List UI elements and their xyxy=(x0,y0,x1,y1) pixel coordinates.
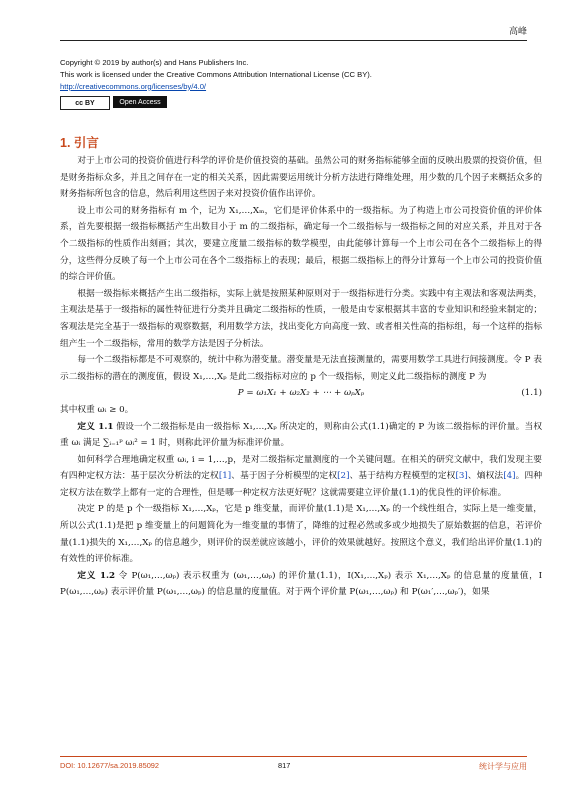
journal-name: 统计学与应用 xyxy=(479,762,527,771)
citation-link[interactable]: [1] xyxy=(218,471,232,482)
text-run: 、基于因子分析模型的定权 xyxy=(231,471,338,482)
citation-link[interactable]: [2] xyxy=(337,471,350,482)
cc-by-badge[interactable]: cc BY xyxy=(60,96,110,110)
license-statement: This work is licensed under the Creative Commons Attribution International License (CC BY). xyxy=(60,69,372,79)
body-text xyxy=(60,153,542,601)
header-rule xyxy=(60,40,527,41)
equation-formula: P = ω₁X₁ + ω₂X₂ + ⋯ + ωₚXₚ xyxy=(237,388,365,399)
paragraph-8: 决定 P 的是 p 个一级指标 X₁,…,Xₚ，它是 p 维变量，而评价量(1.1)是 X₁,…,Xₚ 的一个线性组合，实际上是一维变量，所以公式(1.1)是把 p 维变量上的问题简化为一维变量的事情了，降维的过程必然或多或少地损失了原始数据的信息，若评价量(1.1)损失的 X₁,…,Xₚ 的信息越少，则评价的误差就应该越小，评价的效果就越好。按照这个意义，我们给出评价量(1.1)的有效性的评价标准。 xyxy=(60,504,542,565)
text-run: 、熵权法 xyxy=(467,471,504,482)
definition-label: 定义 1.1 xyxy=(77,421,114,432)
definition-1-1 xyxy=(60,419,542,452)
definition-text: 假设一个二级指标是由一级指标 X₁,…,Xₚ 所决定的，则称由公式(1.1)确定的 P 为该二级指标的评价量。当权重 ωᵢ 满足 ∑ᵢ₌₁ᵖ ωᵢ² = 1 时，则称此评价量为标准评价量。 xyxy=(60,421,543,449)
copyright-line: Copyright © 2019 by author(s) and Hans Publishers Inc. xyxy=(60,58,249,67)
open-access-badge: Open Access xyxy=(113,96,167,108)
text-run: 、基于结构方程模型的定权 xyxy=(349,471,456,482)
paragraph-1: 对于上市公司的投资价值进行科学的评价是价值投资的基础。虽然公司的财务指标能够全面的反映出股票的投资价值，但是财务指标众多，并且之间存在一定的相关关系，因此需要运用统计分析方法进行降维处理，用少数的几个因子来概括众多的财务指标所包含的信息，然后利用这些因子来对投资价值作出评价。 xyxy=(60,156,542,200)
paragraph-3: 根据一级指标来概括产生出二级指标，实际上就是按照某种原则对于一级指标进行分类。实践中有主观法和客观法两类，主观法是基于一级指标的属性特征进行分类并且确定二级指标的性质，一般是由专家根据其丰富的专业知识和经验来制定的；客观法是完全基于一级指标的观察数据，利用数学方法，找出变化方向高度一致、或者相关性高的指标组，每一个这样的指标组产生一个二级指标，常用的数学方法是因子分析法。 xyxy=(60,288,542,349)
citation-link[interactable]: [4] xyxy=(503,471,516,482)
equation-number: (1.1) xyxy=(521,388,542,399)
definition-text: 令 P(ω₁,…,ωₚ) 表示权重为 (ω₁,…,ωₚ) 的评价量(1.1)，I(X₁,…,Xₚ) 表示 X₁,…,Xₚ 的信息量的度量值，I P(ω₁,…,ωₚ) 表示评价量 P(ω₁,…,ωₚ) 的信息量的度量值。对于两个评价量 P(ω₁,…,ωₚ) 和 P(ω₁′,…,ωₚ′)，如果 xyxy=(60,570,543,598)
paragraph-4: 每一个二级指标都是不可观察的，统计中称为潜变量。潜变量是无法直接测量的，需要用数学工具进行间接测度。令 P 表示二级指标的潜在的测度值，假设 X₁,…,Xₚ 是此二级指标对应的 p 个一级指标，则定义此二级指标的测度 P 为 xyxy=(60,355,542,382)
paragraph-5: 其中权重 ωᵢ ≥ 0。 xyxy=(60,404,134,415)
text-run: 如何科学合理地确定权重 ωᵢ, i = 1,…,p，是对二级指标定量测度的一个关键问题。在相关的研究文献中，我们发现主要有四种定权方法：基于层次分析法的定权 xyxy=(60,454,542,482)
paragraph-2: 设上市公司的财务指标有 m 个，记为 X₁,…,Xₘ，它们是评价体系中的一级指标。为了构造上市公司投资价值的评价体系，首先要根据一级指标概括产生出数目小于 m 的二级指标，确定每一个二级指标与一级指标之间的对应关系，并且对于各个二级指标的性质作出刻画；其次，要建立度量二级指标的数学模型，由此能够计算每一个上市公司在各个二级指标上的得分，这些得分反映了每一个上市公司在各个二级指标上的表现；最后，根据二级指标上的得分计算每一个上市公司的投资价值的综合评价值。 xyxy=(60,205,542,283)
definition-label: 定义 1.2 xyxy=(77,570,116,581)
license-block xyxy=(60,57,372,92)
license-link[interactable]: http://creativecommons.org/licenses/by/4.0/ xyxy=(60,81,207,91)
page-number: 817 xyxy=(278,761,291,770)
running-header-author: 高峰 xyxy=(508,27,527,37)
citation-link[interactable]: [3] xyxy=(455,471,468,482)
footer-doi[interactable]: DOI: 10.12677/sa.2019.85092 xyxy=(60,761,160,770)
license-badges xyxy=(60,96,167,110)
footer-rule xyxy=(60,756,527,757)
section-heading: 1. 引言 xyxy=(60,136,99,150)
paragraph-7 xyxy=(60,452,542,502)
equation-1-1 xyxy=(60,385,542,402)
definition-1-2 xyxy=(60,568,542,601)
text-run: 。四种定权方法在数学上都有一定的合理性，但是哪一种定权方法更好呢？这就需要建立评价量(1.1)的优良性的评价标准。 xyxy=(60,471,543,498)
